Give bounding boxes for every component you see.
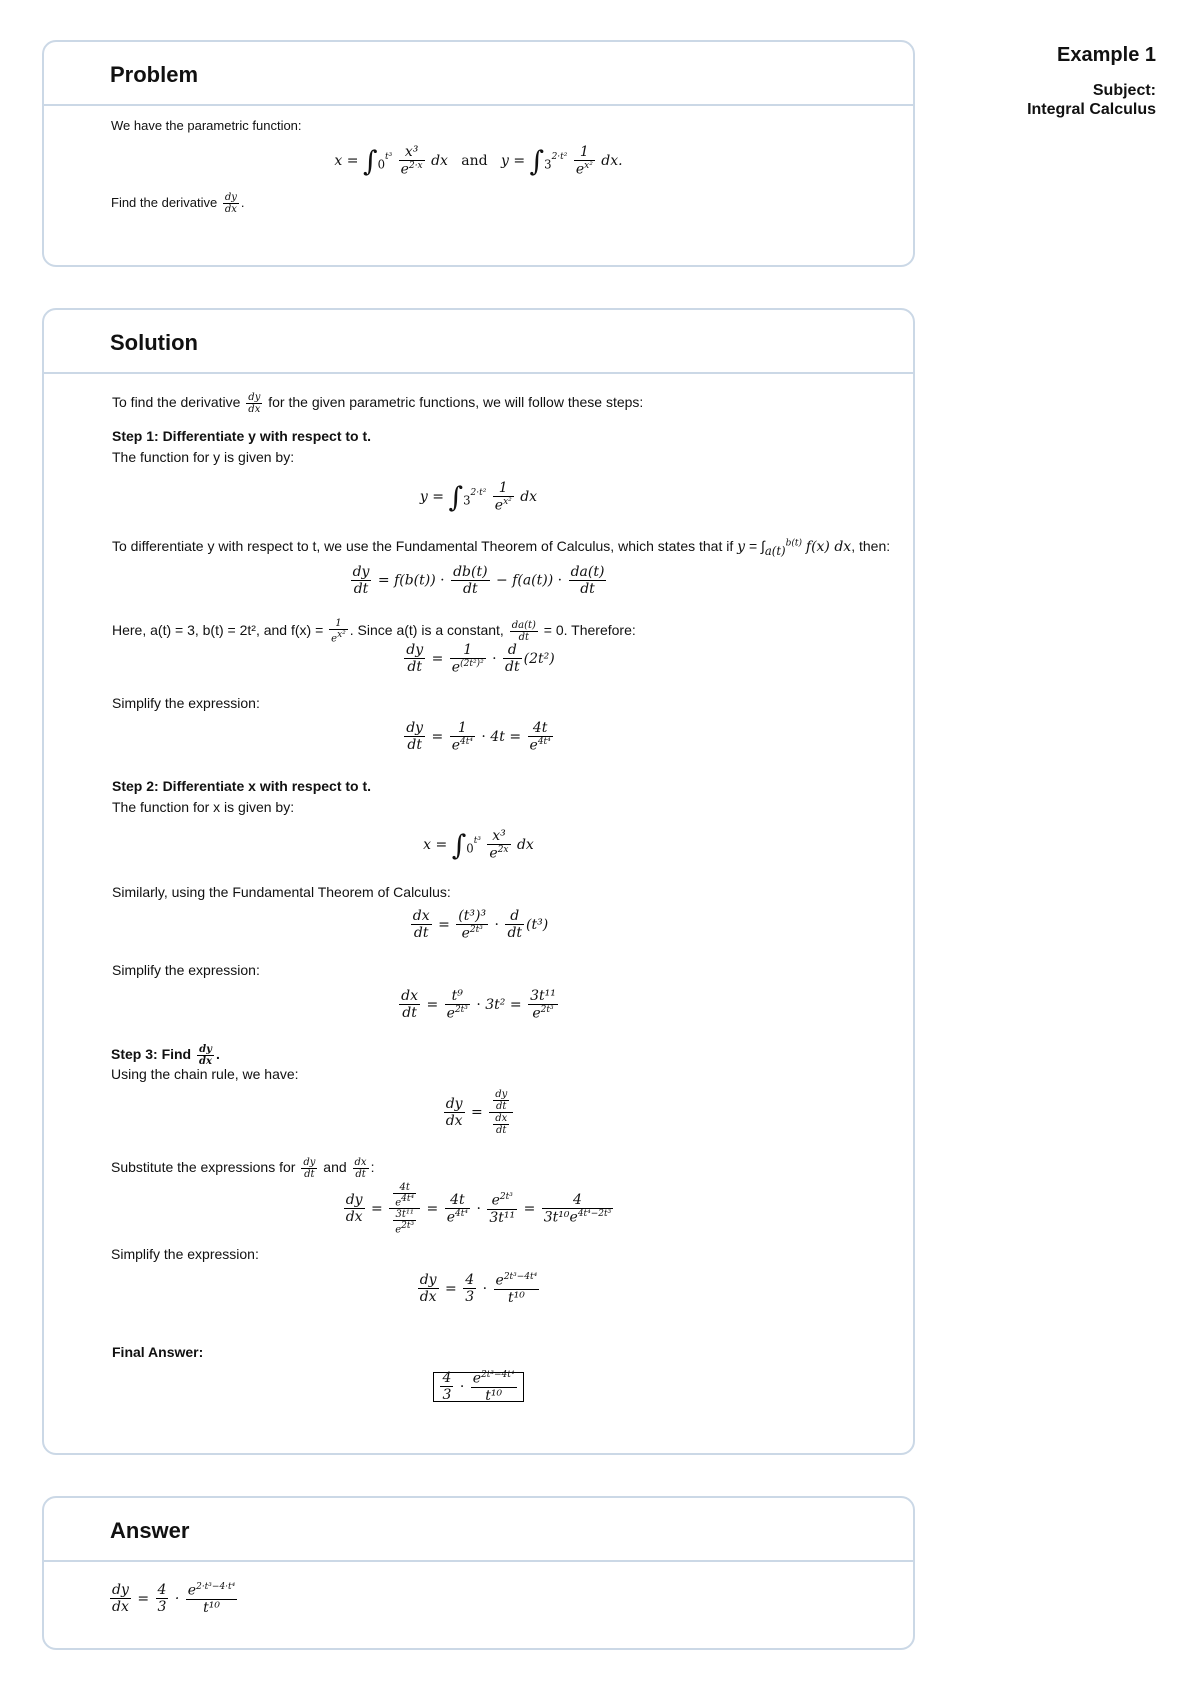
- subject-label: Subject:: [1092, 82, 1156, 99]
- step2-line: The function for x is given by:: [112, 799, 295, 815]
- step3-title-text: Step 3: Find: [111, 1046, 192, 1063]
- problem-find-text: Find the derivative: [111, 194, 218, 210]
- solution-intro-a: To find the derivative: [112, 394, 241, 411]
- step1-title: Step 1: Differentiate y with respect to t.: [112, 428, 372, 444]
- ftc-text: To differentiate y with respect to t, we use the Fundamental Theorem of Calculus, which states that if $y = \int_{a(t)}^{b(t)}$ f(x) dx, then:: [112, 538, 891, 558]
- answer-equation: $\frac{dy}{dx}$ = $\frac{4}{3}$ · $\frac{e^{2\cdot t^3-4\cdot t^4}}{\text{t¹⁰}}$: [112, 1582, 236, 1616]
- problem-intro: We have the parametric function:: [111, 118, 302, 133]
- step2-equation: $x = \int_0^{t^3}$ $\frac{\text{x³}}{e^{2x}}$ dx: [423, 828, 534, 862]
- problem-header: [44, 42, 913, 106]
- final-answer-label: Final Answer:: [112, 1344, 204, 1360]
- sidebar: [1027, 44, 1156, 119]
- substitute-text-b: and: [323, 1159, 347, 1176]
- example-label: Example 1: [1057, 44, 1156, 66]
- step1-equation: $y = \int_3^{2\cdot t^2}$ $\frac{1}{e^{x^2}}$ dx: [419, 480, 538, 514]
- here-text: Here, a(t) = 3, b(t) = 2t², and f(x) = $\frac{1}{e^{x^2}}$ . Since a(t) is a constant, $\frac{da(t)}{dt}$ = 0. Therefore:: [112, 618, 636, 645]
- answer-header: [44, 1498, 913, 1562]
- substitute-equation: $\frac{dy}{dx}$ = $\frac{\frac{4t}{e^{4t^4}}}{\frac{\text{3t¹¹}}{e^{2t^3}}}$ = $\frac{4t}{e^{4t^4}}$ · $\frac{e^{2t^3}}{\text{3t¹¹}}$ = $\frac{4}{3t^{10}e^{4t^4-2t^3}}$: [345, 1182, 612, 1236]
- simplify-3: Simplify the expression:: [111, 1246, 259, 1262]
- simplify-2: Simplify the expression:: [112, 962, 260, 978]
- dx-dt-equation: $\frac{dx}{dt}$ = $\frac{\text{(t³)³}}{e^{2t^3}}$ · $\frac{d}{dt}$ (t³): [412, 908, 549, 942]
- here-text-b: . Since a(t) is a constant,: [349, 621, 504, 638]
- similarly-text: Similarly, using the Fundamental Theorem of Calculus:: [112, 884, 451, 900]
- dy-dt-result: $\frac{dy}{dt}$ = $\frac{1}{e^{4t^4}}$ · 4t = $\frac{4t}{e^{4t^4}}$: [406, 720, 551, 754]
- answer-card: [42, 1496, 915, 1650]
- ftc-text-b: , then:: [851, 538, 891, 554]
- problem-find: Find the derivative $\frac{dy}{dx}$ .: [111, 192, 245, 215]
- problem-title: Problem: [110, 62, 199, 87]
- answer-title: Answer: [110, 1518, 190, 1543]
- substitute-text: Substitute the expressions for $\frac{dy}{dt}$ and $\frac{dx}{dt}$ :: [111, 1157, 375, 1180]
- step2-title: Step 2: Differentiate x with respect to t.: [112, 778, 372, 794]
- chain-rule-equation: $\frac{dy}{dx}$ = $\frac{\frac{dy}{dt}}{\frac{dx}{dt}}$: [44, 1089, 913, 1136]
- solution-title: Solution: [110, 330, 198, 355]
- simplify-1: Simplify the expression:: [112, 695, 260, 711]
- solution-card: [42, 308, 915, 1455]
- ftc-text-a: To differentiate y with respect to t, we use the Fundamental Theorem of Calculus, which states that if: [112, 538, 734, 554]
- problem-card: [42, 40, 915, 267]
- here-text-c: = 0. Therefore:: [543, 621, 636, 638]
- problem-equation: $x = \int_0^{t^3}$ $\frac{\text{x³}}{e^{2\cdot x}}$ dx and $y = \int_3^{2\cdot t^2}$ $\frac{1}{e^{x^2}}$ dx.: [334, 144, 623, 178]
- subject-value: Integral Calculus: [1027, 101, 1156, 118]
- therefore-equation: $\frac{dy}{dt}$ = $\frac{1}{e^{(2t^2)^2}}$ · $\frac{d}{dt}$ (2t²): [406, 642, 555, 676]
- substitute-text-a: Substitute the expressions for: [111, 1159, 296, 1176]
- step1-line: The function for y is given by:: [112, 449, 295, 465]
- solution-intro-b: for the given parametric functions, we will follow these steps:: [268, 394, 644, 411]
- final-answer-box: $\frac{4}{3}$ · $\frac{e^{2t^3-4t^4}}{\text{t¹⁰}}$: [44, 1370, 913, 1404]
- solution-header: [44, 310, 913, 374]
- simplified-equation: $\frac{dy}{dx}$ = $\frac{4}{3}$ · $\frac{e^{2t^3-4t^4}}{\text{t¹⁰}}$: [419, 1272, 538, 1306]
- dx-dt-result: $\frac{dx}{dt}$ = $\frac{\text{t⁹}}{e^{2t^3}}$ · 3t² = $\frac{\text{3t¹¹}}{e^{2t^3}}$: [401, 988, 556, 1022]
- solution-intro: To find the derivative $\frac{dy}{dx}$ for the given parametric functions, we will follow these steps:: [112, 392, 644, 415]
- here-text-a: Here, a(t) = 3, b(t) = 2t², and f(x) =: [112, 621, 324, 638]
- ftc-equation: $\frac{dy}{dt}$ = f(b(t)) · $\frac{db(t)}{dt}$ − f(a(t)) · $\frac{da(t)}{dt}$: [352, 564, 605, 597]
- step3-title: Step 3: Find $\frac{dy}{dx}$ .: [111, 1044, 220, 1067]
- step3-line: Using the chain rule, we have:: [111, 1066, 299, 1082]
